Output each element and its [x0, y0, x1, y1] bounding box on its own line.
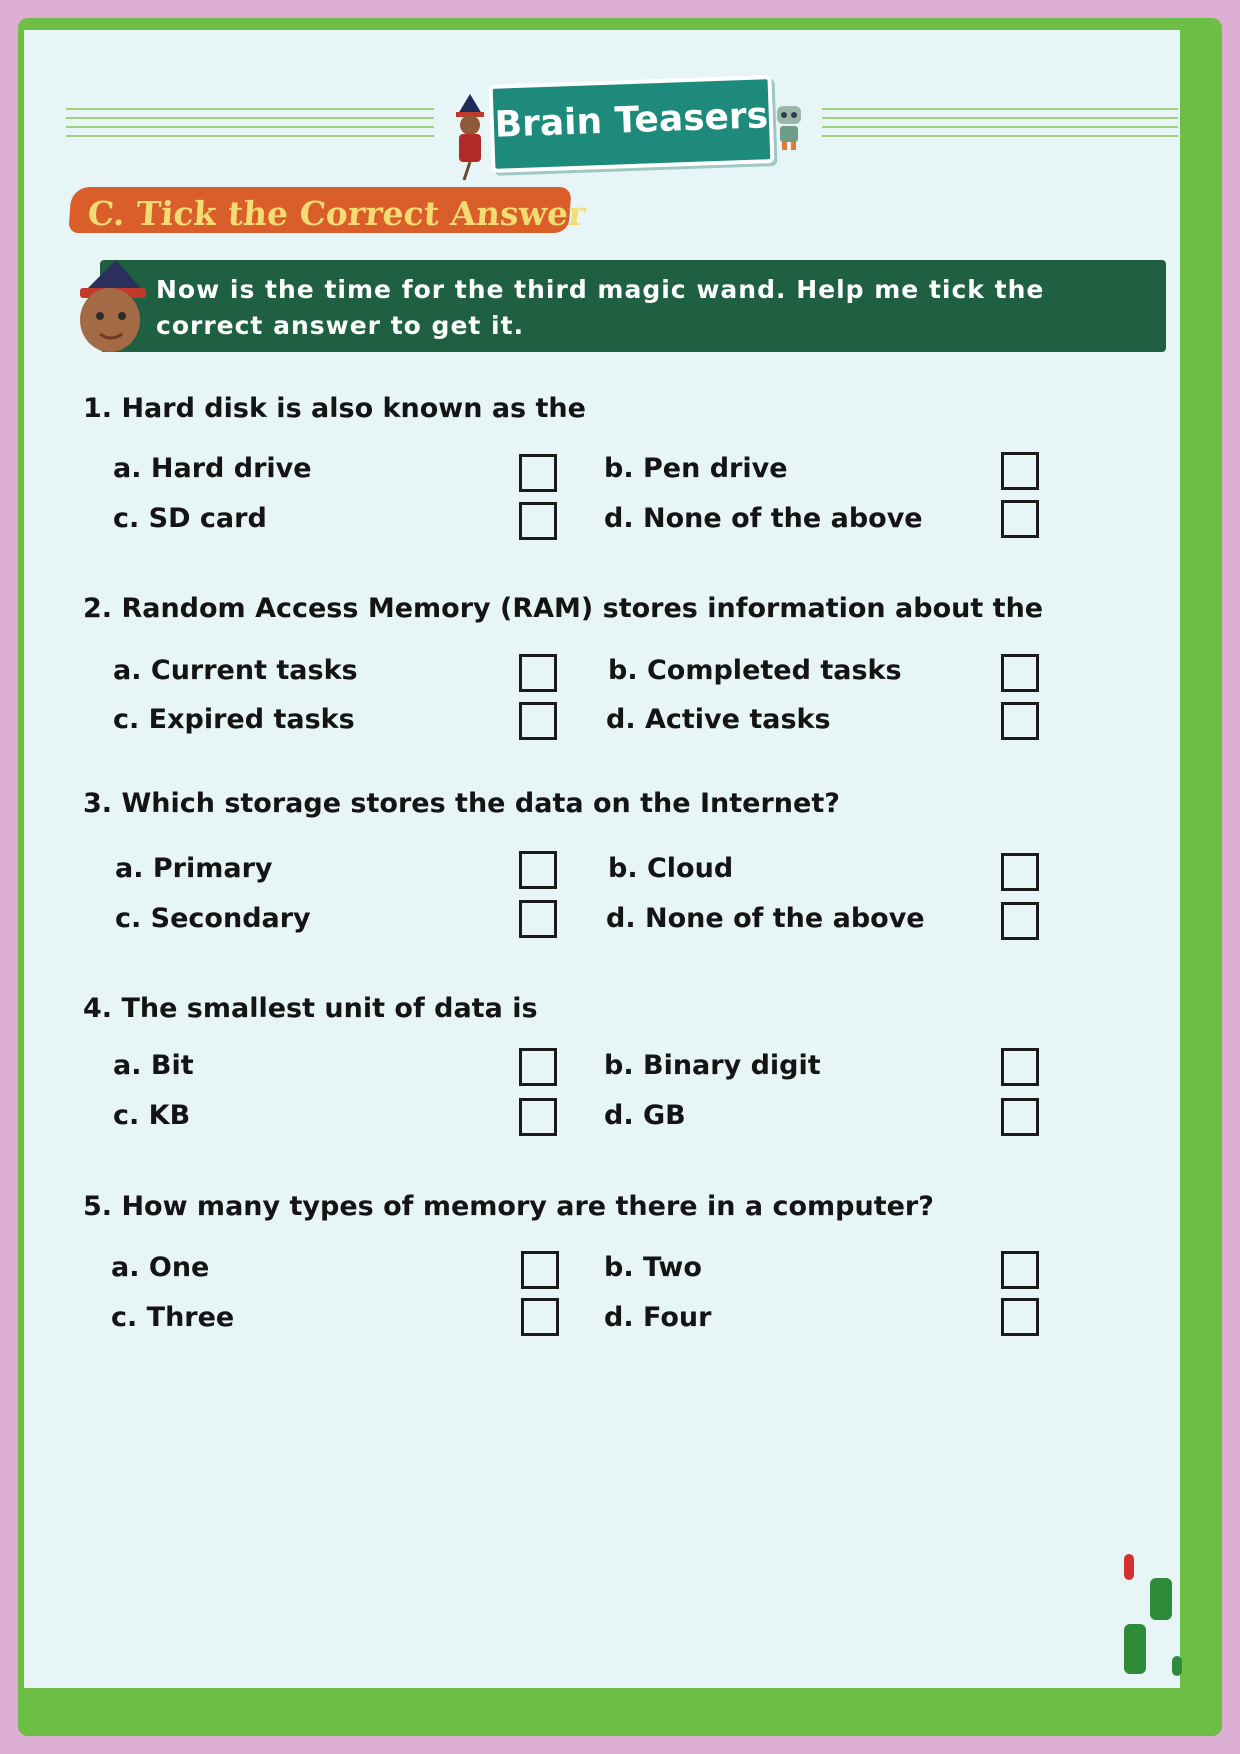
- option-4b: b. Binary digit: [604, 1050, 821, 1081]
- question-5: 5. How many types of memory are there in a computer?: [83, 1191, 934, 1222]
- instruction-text: Now is the time for the third magic wand. Help me tick the correct answer to get it.: [156, 275, 1045, 340]
- header-lines-left: [66, 108, 434, 144]
- green-bar-decoration: [1172, 1656, 1182, 1676]
- question-2: 2. Random Access Memory (RAM) stores information about the: [83, 593, 1044, 624]
- question-3: 3. Which storage stores the data on the Internet?: [83, 788, 840, 819]
- option-3c: c. Secondary: [115, 903, 311, 934]
- checkbox-2c[interactable]: [519, 702, 557, 740]
- option-2c: c. Expired tasks: [113, 704, 355, 735]
- checkbox-4a[interactable]: [519, 1048, 557, 1086]
- option-5c: c. Three: [111, 1302, 235, 1333]
- instruction-box: [100, 260, 1166, 352]
- red-bar-decoration: [1124, 1554, 1134, 1580]
- green-bar-decoration: [1124, 1624, 1146, 1674]
- checkbox-3d[interactable]: [1001, 902, 1039, 940]
- checkbox-4b[interactable]: [1001, 1048, 1039, 1086]
- checkbox-3a[interactable]: [519, 851, 557, 889]
- checkbox-2b[interactable]: [1001, 654, 1039, 692]
- brain-teasers-title: Brain Teasers: [493, 95, 769, 146]
- option-4c: c. KB: [113, 1100, 191, 1131]
- section-ribbon: [68, 187, 587, 233]
- checkbox-5d[interactable]: [1001, 1298, 1039, 1336]
- checkbox-3c[interactable]: [519, 900, 557, 938]
- question-4: 4. The smallest unit of data is: [83, 993, 538, 1024]
- checkbox-2d[interactable]: [1001, 702, 1039, 740]
- checkbox-5b[interactable]: [1001, 1251, 1039, 1289]
- section-title: C. Tick the Correct Answer: [86, 194, 587, 233]
- checkbox-5a[interactable]: [521, 1251, 559, 1289]
- checkbox-4c[interactable]: [519, 1098, 557, 1136]
- checkbox-5c[interactable]: [521, 1298, 559, 1336]
- checkbox-2a[interactable]: [519, 654, 557, 692]
- option-3a: a. Primary: [115, 853, 273, 884]
- option-1b: b. Pen drive: [604, 453, 788, 484]
- option-3d: d. None of the above: [606, 903, 925, 934]
- option-1c: c. SD card: [113, 503, 267, 534]
- option-1a: a. Hard drive: [113, 453, 312, 484]
- option-5b: b. Two: [604, 1252, 702, 1283]
- option-2a: a. Current tasks: [113, 655, 358, 686]
- option-5a: a. One: [111, 1252, 210, 1283]
- question-1: 1. Hard disk is also known as the: [83, 393, 586, 424]
- header-lines-right: [822, 108, 1178, 144]
- green-bar-decoration: [1150, 1578, 1172, 1620]
- checkbox-1d[interactable]: [1001, 500, 1039, 538]
- checkbox-4d[interactable]: [1001, 1098, 1039, 1136]
- checkbox-1c[interactable]: [519, 502, 557, 540]
- wizard-character-icon: [446, 92, 494, 182]
- wizard-face-icon: [66, 258, 154, 356]
- checkbox-1b[interactable]: [1001, 452, 1039, 490]
- brain-teasers-badge: [489, 75, 775, 173]
- option-5d: d. Four: [604, 1302, 712, 1333]
- option-2d: d. Active tasks: [606, 704, 831, 735]
- robot-character-icon: [768, 100, 810, 152]
- checkbox-3b[interactable]: [1001, 853, 1039, 891]
- option-1d: d. None of the above: [604, 503, 923, 534]
- checkbox-1a[interactable]: [519, 454, 557, 492]
- option-2b: b. Completed tasks: [608, 655, 902, 686]
- option-4d: d. GB: [604, 1100, 686, 1131]
- option-4a: a. Bit: [113, 1050, 194, 1081]
- option-3b: b. Cloud: [608, 853, 734, 884]
